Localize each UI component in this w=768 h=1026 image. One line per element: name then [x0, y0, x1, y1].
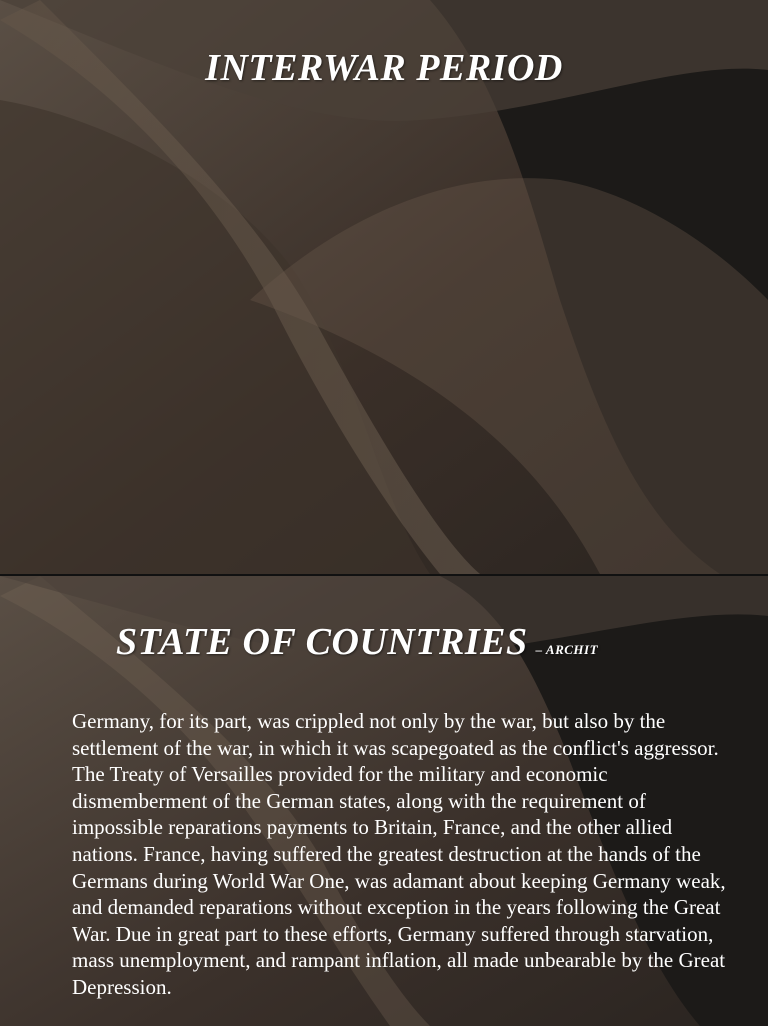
author-credit: – ARCHIT: [535, 642, 599, 657]
slide-1-title: INTERWAR PERIOD: [205, 47, 563, 89]
slide-2-title: [116, 620, 598, 664]
slide-2-body-text: Germany, for its part, was crippled not only by the war, but also by the settlement of the war, in which it was scapegoated as the conflict's aggressor. The Treaty of Versailles provided for the military and economic dismemberment of the German states, along with the requirement of impossible reparations payments to Britain, France, and the other allied nations. France, having suffered the greatest destruction at the hands of the Germans during World War One, was adamant about keeping Germany weak, and demanded reparations without exception in the years following the Great War. Due in great part to these efforts, Germany suffered through starvation, mass unemployment, and rampant inflation, all made unbearable by the Great Depression.: [72, 709, 726, 999]
slide-2-title-text: STATE OF COUNTRIES: [116, 621, 528, 663]
slide-2: [0, 576, 768, 1026]
